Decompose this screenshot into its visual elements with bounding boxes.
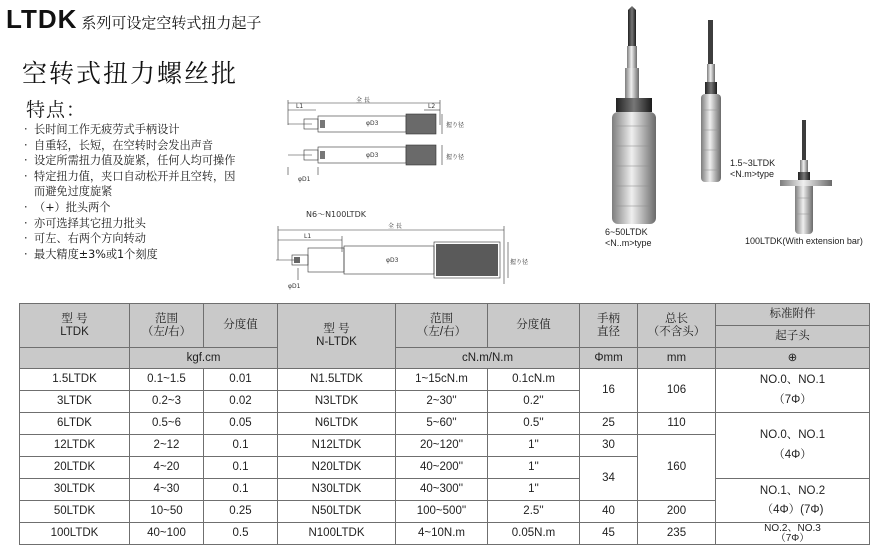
overall-length-label: 全 長 — [356, 97, 370, 104]
cell-grad: 0.1 — [204, 457, 278, 479]
cell-grad: 0.1 — [204, 435, 278, 457]
cell-n-grad: 2.5'' — [488, 501, 580, 523]
cell-n-range: 4~10N.m — [396, 523, 488, 545]
caption-100: 100LTDK(With extension bar) — [745, 236, 863, 246]
cell-bit: NO.0、NO.1 （7Φ） — [716, 369, 870, 413]
features-heading: 特点： — [26, 99, 87, 121]
features-list — [24, 122, 235, 262]
cell-range: 0.1~1.5 — [130, 369, 204, 391]
cell-model: 1.5LTDK — [20, 369, 130, 391]
page-subtitle: 空转式扭力螺丝批 — [22, 59, 239, 88]
header-accessory: 标准附件 — [716, 304, 870, 326]
feature-item: · 长时间工作无疲劳式手柄设计 — [24, 123, 180, 136]
cell-n-range: 100~500'' — [396, 501, 488, 523]
cell-n-grad: 0.5'' — [488, 413, 580, 435]
brand-title — [6, 4, 261, 35]
cell-handle: 45 — [580, 523, 638, 545]
cell-model: 30LTDK — [20, 479, 130, 501]
unit-ltdk-blank — [20, 348, 130, 369]
cell-n-grad: 0.05N.m — [488, 523, 580, 545]
caption-1-5-3: 1.5~3LTDK <N.m>type — [730, 158, 776, 179]
header-range-kgf: 范围 （左/右） — [130, 304, 204, 348]
cell-n-grad: 1'' — [488, 435, 580, 457]
unit-mm: Φmm — [580, 348, 638, 369]
cell-handle: 34 — [580, 457, 638, 501]
cell-grad: 0.01 — [204, 369, 278, 391]
cell-handle: 16 — [580, 369, 638, 413]
product-photo-100 — [778, 120, 838, 238]
cell-grad: 0.25 — [204, 501, 278, 523]
cell-grad: 0.5 — [204, 523, 278, 545]
grip-label: 握り径 — [446, 122, 465, 129]
feature-item: · 可左、右两个方向转动 — [24, 232, 146, 246]
cell-n-grad: 1'' — [488, 479, 580, 501]
cell-n-model: N20LTDK — [278, 457, 396, 479]
cell-n-range: 2~30'' — [396, 391, 488, 413]
dimension-drawing-ltdk — [282, 97, 482, 183]
cell-n-model: N3LTDK — [278, 391, 396, 413]
model-name: LTDK — [6, 4, 78, 34]
cell-range: 2~12 — [130, 435, 204, 457]
header-length: 总长 （不含头） — [638, 304, 716, 348]
table-row — [20, 413, 870, 435]
feature-item: · 亦可选择其它扭力批头 — [24, 216, 146, 230]
cell-n-model: N50LTDK — [278, 501, 396, 523]
header-type-n: 型 号 N-LTDK — [278, 304, 396, 369]
cell-n-range: 40~300'' — [396, 479, 488, 501]
d3-label: φD3 — [366, 120, 379, 127]
feature-item: · 特定扭力值，夹口自动松开并且空转，因 — [24, 169, 236, 183]
unit-kgf: kgf.cm — [130, 348, 278, 369]
cell-grad: 0.05 — [204, 413, 278, 435]
cell-range: 4~20 — [130, 457, 204, 479]
cell-n-grad: 0.1cN.m — [488, 369, 580, 391]
cell-handle: 25 — [580, 413, 638, 435]
header-handle: 手柄 直径 — [580, 304, 638, 348]
cell-range: 0.5~6 — [130, 413, 204, 435]
cell-length: 160 — [638, 435, 716, 501]
header-type-ltdk: 型 号 LTDK — [20, 304, 130, 348]
cell-grad: 0.1 — [204, 479, 278, 501]
cell-model: 100LTDK — [20, 523, 130, 545]
cell-n-range: 20~120'' — [396, 435, 488, 457]
cell-n-grad: 0.2'' — [488, 391, 580, 413]
cell-n-model: N12LTDK — [278, 435, 396, 457]
cell-bit: NO.2、NO.3 （7Φ） — [716, 523, 870, 545]
cell-model: 3LTDK — [20, 391, 130, 413]
cell-bit: NO.1、NO.2 （4Φ）(7Φ) — [716, 479, 870, 523]
n-d1-label: φD1 — [288, 283, 301, 290]
cell-n-model: N100LTDK — [278, 523, 396, 545]
cell-length: 106 — [638, 369, 716, 413]
cell-range: 4~30 — [130, 479, 204, 501]
cell-model: 50LTDK — [20, 501, 130, 523]
cell-length: 110 — [638, 413, 716, 435]
dimension-drawing-n-ltdk — [268, 208, 529, 292]
cell-bit: NO.0、NO.1 （4Φ） — [716, 413, 870, 479]
table-row — [20, 369, 870, 391]
cell-n-model: N30LTDK — [278, 479, 396, 501]
cell-n-grad: 1'' — [488, 457, 580, 479]
cell-n-model: N6LTDK — [278, 413, 396, 435]
cell-range: 10~50 — [130, 501, 204, 523]
cell-model: 6LTDK — [20, 413, 130, 435]
l1-label: L1 — [296, 103, 304, 110]
unit-len: mm — [638, 348, 716, 369]
n-l1-label: L1 — [304, 233, 312, 240]
n-d3-label: φD3 — [386, 257, 399, 264]
cell-handle: 40 — [580, 501, 638, 523]
spec-table — [19, 303, 870, 545]
d1-label: φD1 — [298, 176, 311, 183]
header-bit: 起子头 — [716, 326, 870, 348]
l2-label: L2 — [428, 103, 436, 110]
feature-item: · 自重轻，长短，在空转时会发出声音 — [24, 138, 214, 152]
cell-model: 20LTDK — [20, 457, 130, 479]
cell-length: 200 — [638, 501, 716, 523]
table-row — [20, 479, 870, 501]
feature-item-continued: 而避免过度旋紧 — [34, 185, 113, 199]
feature-item: · （+）批头两个 — [24, 200, 111, 214]
header-range-n: 范围 （左/右） — [396, 304, 488, 348]
cell-range: 40~100 — [130, 523, 204, 545]
cell-handle: 30 — [580, 435, 638, 457]
unit-nm: cN.m/N.m — [396, 348, 580, 369]
cell-n-range: 40~200'' — [396, 457, 488, 479]
cell-grad: 0.02 — [204, 391, 278, 413]
feature-item: · 设定所需扭力值及旋紧，任何人均可操作 — [24, 154, 236, 168]
caption-6-50: 6~50LTDK <N..m>type — [605, 227, 652, 248]
header-grad-n: 分度值 — [488, 304, 580, 348]
unit-bit: ⊕ — [716, 348, 870, 369]
grip-label-2: 握り径 — [446, 154, 465, 161]
cell-n-model: N1.5LTDK — [278, 369, 396, 391]
cell-model: 12LTDK — [20, 435, 130, 457]
n-grip-label: 握り径 — [510, 259, 529, 266]
n-overall-length-label: 全 長 — [388, 223, 402, 230]
feature-item: · 最大精度±3%或1个刻度 — [24, 247, 158, 261]
series-name: 系列可设定空转式扭力起子 — [81, 14, 262, 32]
header-grad-kgf: 分度值 — [204, 304, 278, 348]
d3-label-2: φD3 — [366, 152, 379, 159]
cell-length: 235 — [638, 523, 716, 545]
product-photo-1-5-3 — [696, 20, 726, 186]
cell-range: 0.2~3 — [130, 391, 204, 413]
cell-n-range: 1~15cN.m — [396, 369, 488, 391]
table-row — [20, 523, 870, 545]
product-photo-6-50 — [606, 6, 662, 228]
n-drawing-title: N6～N100LTDK — [306, 210, 366, 219]
cell-n-range: 5~60'' — [396, 413, 488, 435]
